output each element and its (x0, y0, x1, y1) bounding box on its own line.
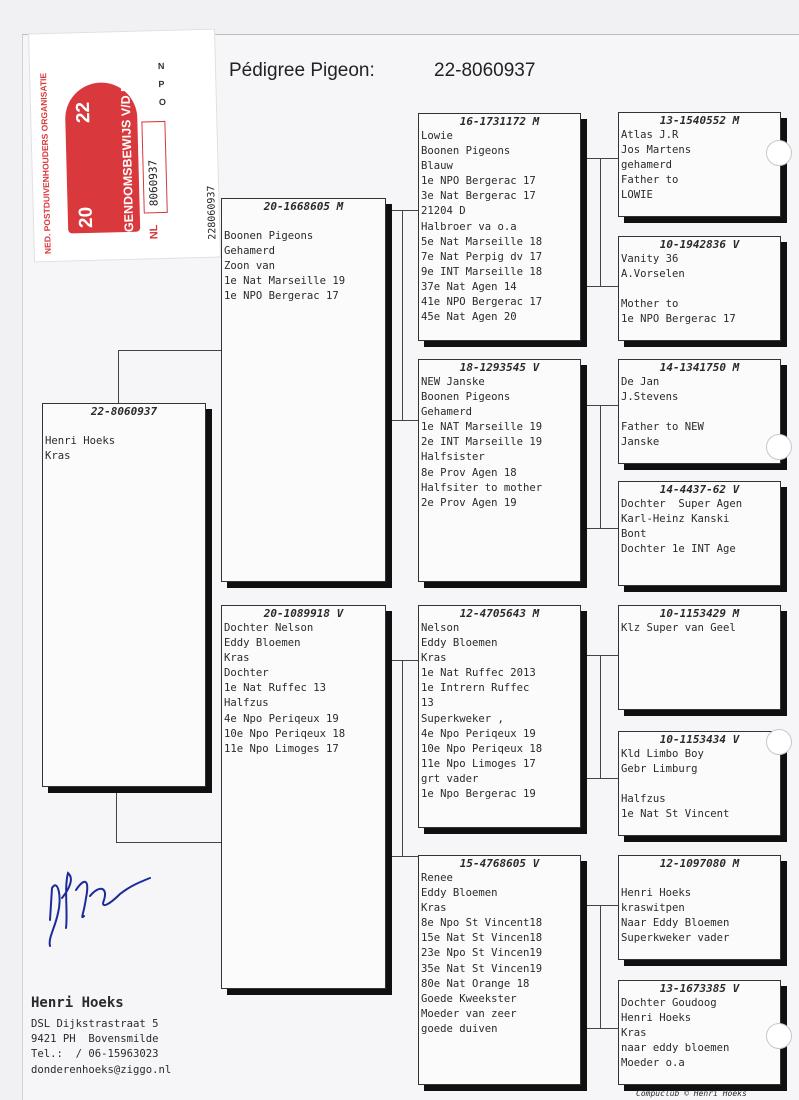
pigeon-info-line: Halfzus (224, 697, 269, 710)
ring-number: 10-1942836 V (659, 238, 740, 251)
pigeon-info-line: Atlas J.R (621, 129, 679, 141)
binder-hole (766, 140, 792, 166)
pigeon-card-dam-sire (418, 605, 581, 828)
pigeon-info-line: 4e Npo Periqeux 19 (421, 727, 536, 740)
pigeon-info-line: 3e Nat Bergerac 17 (421, 190, 536, 203)
pigeon-info-line: 1e Nat Ruffec 13 (224, 682, 327, 695)
pigeon-info-line: Kras (45, 450, 71, 463)
pigeon-info-line: Superkweker , (421, 712, 504, 725)
connector (600, 905, 601, 1028)
pigeon-card-ds-dam (618, 731, 781, 836)
sticker-year-suffix: 22 (72, 101, 95, 124)
pigeon-info-line: Boonen Pigeons (421, 391, 511, 404)
title-label: Pédigree Pigeon: (229, 60, 375, 81)
pigeon-info-line: 1e Nat Marseille 19 (224, 275, 346, 288)
pigeon-info-line: 11e Npo Limoges 17 (224, 742, 339, 755)
pigeon-info-line: Father to NEW (621, 421, 704, 434)
pigeon-card-sd-sire (618, 359, 781, 464)
pigeon-card-dam (221, 605, 386, 989)
pigeon-info-line: Kld Limbo Boy (621, 748, 704, 760)
pigeon-info-line: De Jan (621, 376, 660, 388)
connector (385, 660, 419, 661)
pigeon-card-dd-sire (618, 855, 781, 960)
pigeon-info-line: Moeder van zeer (421, 1007, 517, 1020)
pigeon-info-line: 1e NPO Bergerac 17 (224, 290, 339, 303)
ring-number: 13-1673385 V (659, 982, 740, 995)
ring-number: 10-1153434 V (659, 733, 740, 746)
pigeon-card-sire-dam (418, 359, 581, 582)
pigeon-info-line: 37e Nat Agen 14 (421, 280, 517, 293)
pigeon-info-line: 5e Nat Marseille 18 (421, 235, 543, 248)
connector (600, 158, 601, 286)
pigeon-info-line: Kras (421, 652, 447, 665)
ring-number: 20-1089918 V (263, 607, 344, 620)
connector (118, 350, 222, 351)
sticker-letters (158, 57, 166, 111)
pigeon-info-line: Henri Hoeks (621, 887, 692, 900)
pigeon-info-line: 15e Nat St Vincen18 (421, 932, 543, 945)
pigeon-info-line: Dochter Nelson (224, 622, 314, 634)
binder-hole (766, 1023, 792, 1049)
pigeon-info-line: naar eddy bloemen (621, 1042, 730, 1055)
ring-number: 12-4705643 M (459, 607, 540, 620)
pigeon-info-line: Superkweker vader (621, 932, 730, 945)
connector (385, 210, 419, 211)
pigeon-info-line (619, 282, 780, 297)
connector (116, 842, 222, 843)
connector (385, 420, 419, 421)
owner-postcode-city: 9421 PH Bovensmilde (31, 1033, 159, 1046)
pigeon-info-line (222, 214, 385, 229)
pigeon-info-line: Dochter Super Agen (621, 498, 743, 510)
pigeon-info-line: Kras (621, 1027, 647, 1040)
pigeon-info-line: 1e NPO Bergerac 17 (621, 313, 736, 326)
pigeon-info-line: 13 (421, 697, 434, 710)
pigeon-info-line: Jos Martens (621, 144, 692, 157)
pigeon-info-line (619, 777, 780, 792)
sticker-letter-p: P (158, 78, 165, 90)
pigeon-info-line: 2e INT Marseille 19 (421, 436, 543, 449)
ring-number: 10-1153429 M (659, 607, 740, 620)
pigeon-info-line: Eddy Bloemen (224, 637, 301, 650)
owner-info (31, 995, 171, 1078)
pigeon-info-line: Gebr Limburg (621, 763, 698, 776)
ring-certificate-sticker (28, 29, 221, 263)
pigeon-info-line: Dochter Goudoog (621, 997, 717, 1009)
pigeon-info-line (619, 871, 780, 886)
pigeon-info-line: gehamerd (621, 159, 673, 172)
connector (580, 158, 619, 159)
pigeon-info-line: 1e Intrern Ruffec (421, 682, 530, 695)
pigeon-info-line (43, 419, 205, 434)
pigeon-info-line: A.Vorselen (621, 268, 685, 281)
pigeon-info-line: 10e Npo Periqeux 18 (224, 727, 346, 740)
pigeon-info-line: Kras (224, 652, 250, 665)
pigeon-card-ss-sire (618, 112, 781, 217)
signature-image (40, 858, 155, 948)
sticker-letter-n: N (157, 60, 165, 72)
pigeon-info-line: 9e INT Marseille 18 (421, 265, 543, 278)
ring-number: 22-8060937 (90, 405, 158, 418)
sticker-org-line1: NED. POSTDUIVENHOUDERS ORGANISATIE (38, 72, 53, 255)
pigeon-info-line: Halfsiter to mother (421, 481, 543, 494)
pigeon-info-line: J.Stevens (621, 391, 679, 404)
owner-name: Henri Hoeks (31, 995, 124, 1011)
page-title (229, 60, 536, 82)
pigeon-info-line: Goede Kweekster (421, 992, 517, 1005)
pigeon-info-line: Boonen Pigeons (421, 145, 511, 158)
ring-number: 18-1293545 V (459, 361, 540, 374)
pigeon-info-line: Vanity 36 (621, 253, 679, 265)
ring-number: 15-4768605 V (459, 857, 540, 870)
connector (385, 856, 419, 857)
pigeon-info-line: kraswitpen (621, 902, 685, 915)
pigeon-info-line: 10e Npo Periqeux 18 (421, 742, 543, 755)
pigeon-info-line: 1e NPO Bergerac 17 (421, 175, 536, 188)
pigeon-info-line: Boonen Pigeons (224, 230, 314, 243)
pigeon-info-line: 2e Prov Agen 19 (421, 496, 517, 509)
pigeon-info-line: NEW Janske (421, 376, 485, 388)
pigeon-card-sire-sire (418, 113, 581, 341)
pigeon-card-subject (42, 403, 206, 787)
pigeon-info-line: 8e Npo St Vincent18 (421, 917, 543, 930)
pigeon-info-line: grt vader (421, 772, 479, 785)
pigeon-info-line: Father to (621, 174, 679, 187)
ring-number: 14-1341750 M (659, 361, 740, 374)
sticker-org-line2: EIGENDOMSBEWIJS V/D RING (117, 60, 137, 245)
pigeon-info-line: Dochter 1e INT Age (621, 543, 736, 556)
connector (116, 790, 117, 842)
pigeon-info-line: Renee (421, 872, 453, 884)
pigeon-info-line: Kras (421, 902, 447, 915)
pigeon-info-line: Dochter (224, 667, 269, 680)
ring-number: 14-4437-62 V (659, 483, 740, 496)
pigeon-info-line: 1e NAT Marseille 19 (421, 421, 543, 434)
pigeon-card-dd-dam (618, 980, 781, 1085)
pigeon-info-line: 21204 D (421, 205, 466, 218)
pigeon-info-line: Halbroer va o.a (421, 220, 517, 233)
pigeon-info-line: 7e Nat Perpig dv 17 (421, 250, 543, 263)
sticker-country: NL (148, 224, 161, 240)
connector (402, 210, 403, 420)
pigeon-info-line (619, 405, 780, 420)
pigeon-card-ss-dam (618, 236, 781, 341)
pigeon-info-line: Eddy Bloemen (421, 637, 498, 650)
owner-address: DSL Dijkstrastraat 5 (31, 1018, 159, 1030)
owner-email: donderenhoeks@ziggo.nl (31, 1063, 172, 1076)
connector (580, 778, 619, 779)
pigeon-info-line: Gehamerd (224, 245, 276, 258)
binder-hole (766, 434, 792, 460)
pigeon-info-line: Henri Hoeks (621, 1012, 692, 1025)
sticker-year-prefix: 20 (75, 206, 98, 229)
sticker-side-number: 228060937 (206, 185, 219, 240)
pigeon-info-line: Halfsister (421, 451, 485, 464)
pigeon-info-line: Moeder o.a (621, 1057, 685, 1070)
pigeon-info-line: 8e Prov Agen 18 (421, 466, 517, 479)
pigeon-info-line: Janske (621, 436, 660, 449)
connector (402, 660, 403, 856)
pigeon-info-line: 1e Nat Ruffec 2013 (421, 667, 536, 680)
pigeon-info-line: LOWIE (621, 189, 653, 202)
pigeon-info-line: Zoon van (224, 260, 276, 273)
pigeon-card-dam-dam (418, 855, 581, 1085)
connector (600, 405, 601, 528)
owner-phone: Tel.: / 06-15963023 (31, 1048, 159, 1061)
connector (580, 655, 619, 656)
connector (580, 405, 619, 406)
sticker-ring-number: 8060937 (146, 159, 161, 207)
connector (580, 286, 619, 287)
pigeon-info-line: 4e Npo Periqeux 19 (224, 712, 339, 725)
pigeon-info-line: 1e Nat St Vincent (621, 808, 730, 821)
pigeon-info-line: 1e Npo Bergerac 19 (421, 788, 536, 801)
sticker-letter-o: O (158, 96, 167, 108)
pigeon-info-line: 23e Npo St Vincen19 (421, 947, 543, 960)
pigeon-info-line: Eddy Bloemen (421, 887, 498, 900)
pigeon-info-line: Lowie (421, 130, 453, 142)
ring-number: 20-1668605 M (263, 200, 344, 213)
binder-hole (766, 729, 792, 755)
pigeon-info-line: Gehamerd (421, 406, 473, 419)
pigeon-info-line: 41e NPO Bergerac 17 (421, 296, 543, 309)
pigeon-info-line: Naar Eddy Bloemen (621, 917, 730, 930)
pigeon-info-line: Nelson (421, 622, 460, 634)
pigeon-card-sd-dam (618, 481, 781, 586)
connector (118, 350, 119, 406)
connector (580, 905, 619, 906)
pigeon-info-line: Bont (621, 528, 647, 541)
title-ring-number: 22-8060937 (434, 60, 536, 81)
pigeon-info-line: Blauw (421, 160, 453, 173)
ring-number: 12-1097080 M (659, 857, 740, 870)
connector (580, 1028, 619, 1029)
connector (580, 528, 619, 529)
pigeon-info-line: Klz Super van Geel (621, 622, 736, 634)
pigeon-info-line: Henri Hoeks (45, 435, 116, 448)
pigeon-info-line: Mother to (621, 298, 679, 311)
pigeon-info-line: Karl-Heinz Kanski (621, 513, 730, 526)
pigeon-info-line: 80e Nat Orange 18 (421, 977, 530, 990)
ring-number: 13-1540552 M (659, 114, 740, 127)
pigeon-card-ds-sire (618, 605, 781, 710)
ring-number: 16-1731172 M (459, 115, 540, 128)
pigeon-info-line: 35e Nat St Vincen19 (421, 962, 543, 975)
pigeon-info-line: Halfzus (621, 793, 666, 806)
footer-credit: Compuclub © Henri Hoeks (636, 1089, 747, 1098)
pigeon-info-line: 11e Npo Limoges 17 (421, 757, 536, 770)
pigeon-info-line: 45e Nat Agen 20 (421, 311, 517, 324)
connector (600, 655, 601, 778)
pigeon-card-sire (221, 198, 386, 582)
pigeon-info-line: goede duiven (421, 1022, 498, 1035)
